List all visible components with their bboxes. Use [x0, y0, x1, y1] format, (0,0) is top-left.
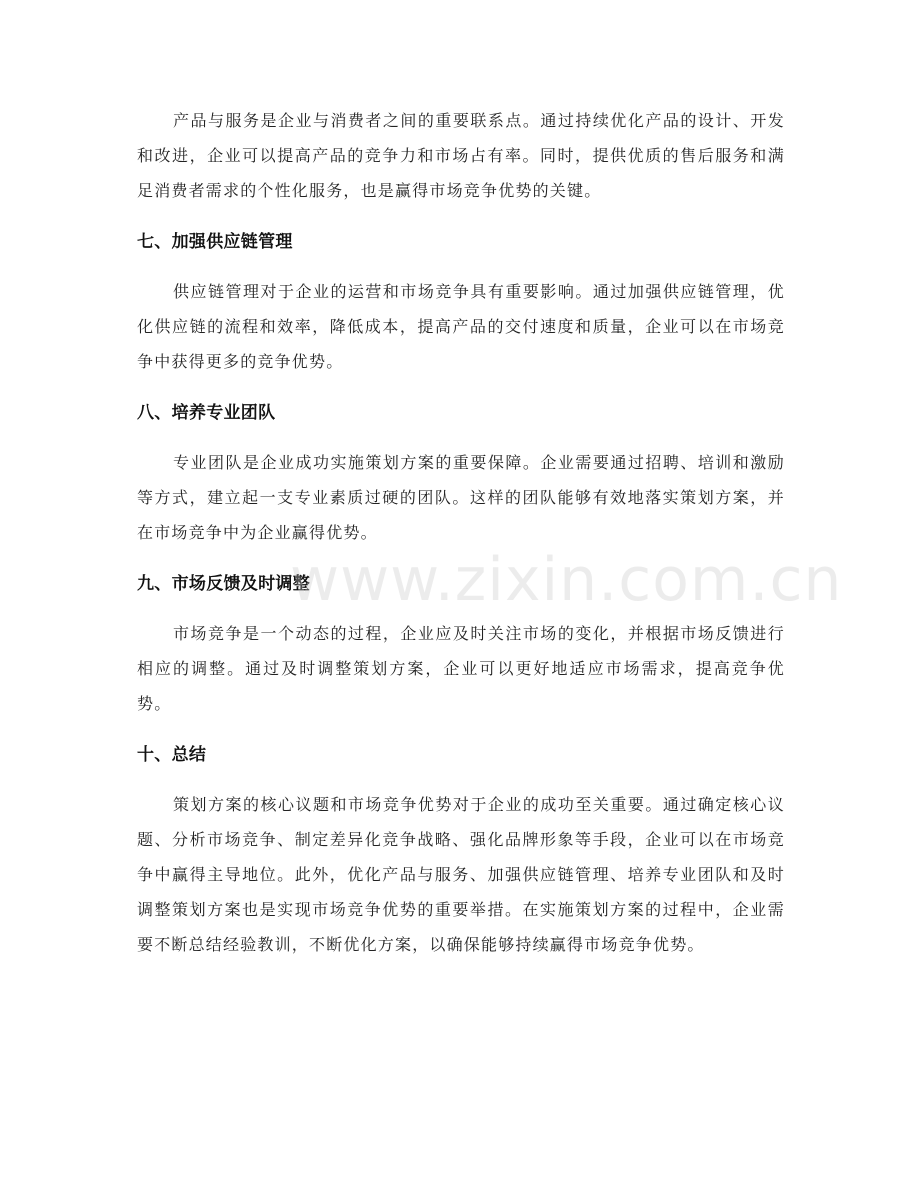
heading-professional-team: 八、培养专业团队	[137, 403, 276, 423]
paragraph-market-feedback: 市场竞争是一个动态的过程，企业应及时关注市场的变化，并根据市场反馈进行相应的调整。通过及时调整策划方案，企业可以更好地适应市场需求，提高竞争优势。	[137, 624, 785, 713]
paragraph-professional-team: 专业团队是企业成功实施策划方案的重要保障。企业需要通过招聘、培训和激励等方式，建立起一支专业素质过硬的团队。这样的团队能够有效地落实策划方案，并在市场竞争中为企业赢得优势。	[137, 453, 785, 542]
paragraph-summary: 策划方案的核心议题和市场竞争优势对于企业的成功至关重要。通过确定核心议题、分析市场竞争、制定差异化竞争战略、强化品牌形象等手段，企业可以在市场竞争中赢得主导地位。此外，优化产品与服务、加强供应链管理、培养专业团队和及时调整策划方案也是实现市场竞争优势的重要举措。在实施策划方案的过程中，企业需要不断总结经验教训，不断优化方案，以确保能够持续赢得市场竞争优势。	[137, 795, 785, 954]
paragraph-products-services: 产品与服务是企业与消费者之间的重要联系点。通过持续优化产品的设计、开发和改进，企业可以提高产品的竞争力和市场占有率。同时，提供优质的售后服务和满足消费者需求的个性化服务，也是赢得市场竞争优势的关键。	[137, 111, 785, 200]
heading-summary: 十、总结	[137, 745, 207, 765]
document-page	[137, 103, 785, 962]
paragraph-supply-chain: 供应链管理对于企业的运营和市场竞争具有重要影响。通过加强供应链管理，优化供应链的流程和效率，降低成本，提高产品的交付速度和质量，企业可以在市场竞争中获得更多的竞争优势。	[137, 282, 785, 371]
heading-supply-chain: 七、加强供应链管理	[137, 232, 293, 252]
heading-market-feedback: 九、市场反馈及时调整	[137, 574, 310, 594]
watermark: www.zixin.com.cn	[290, 545, 843, 615]
